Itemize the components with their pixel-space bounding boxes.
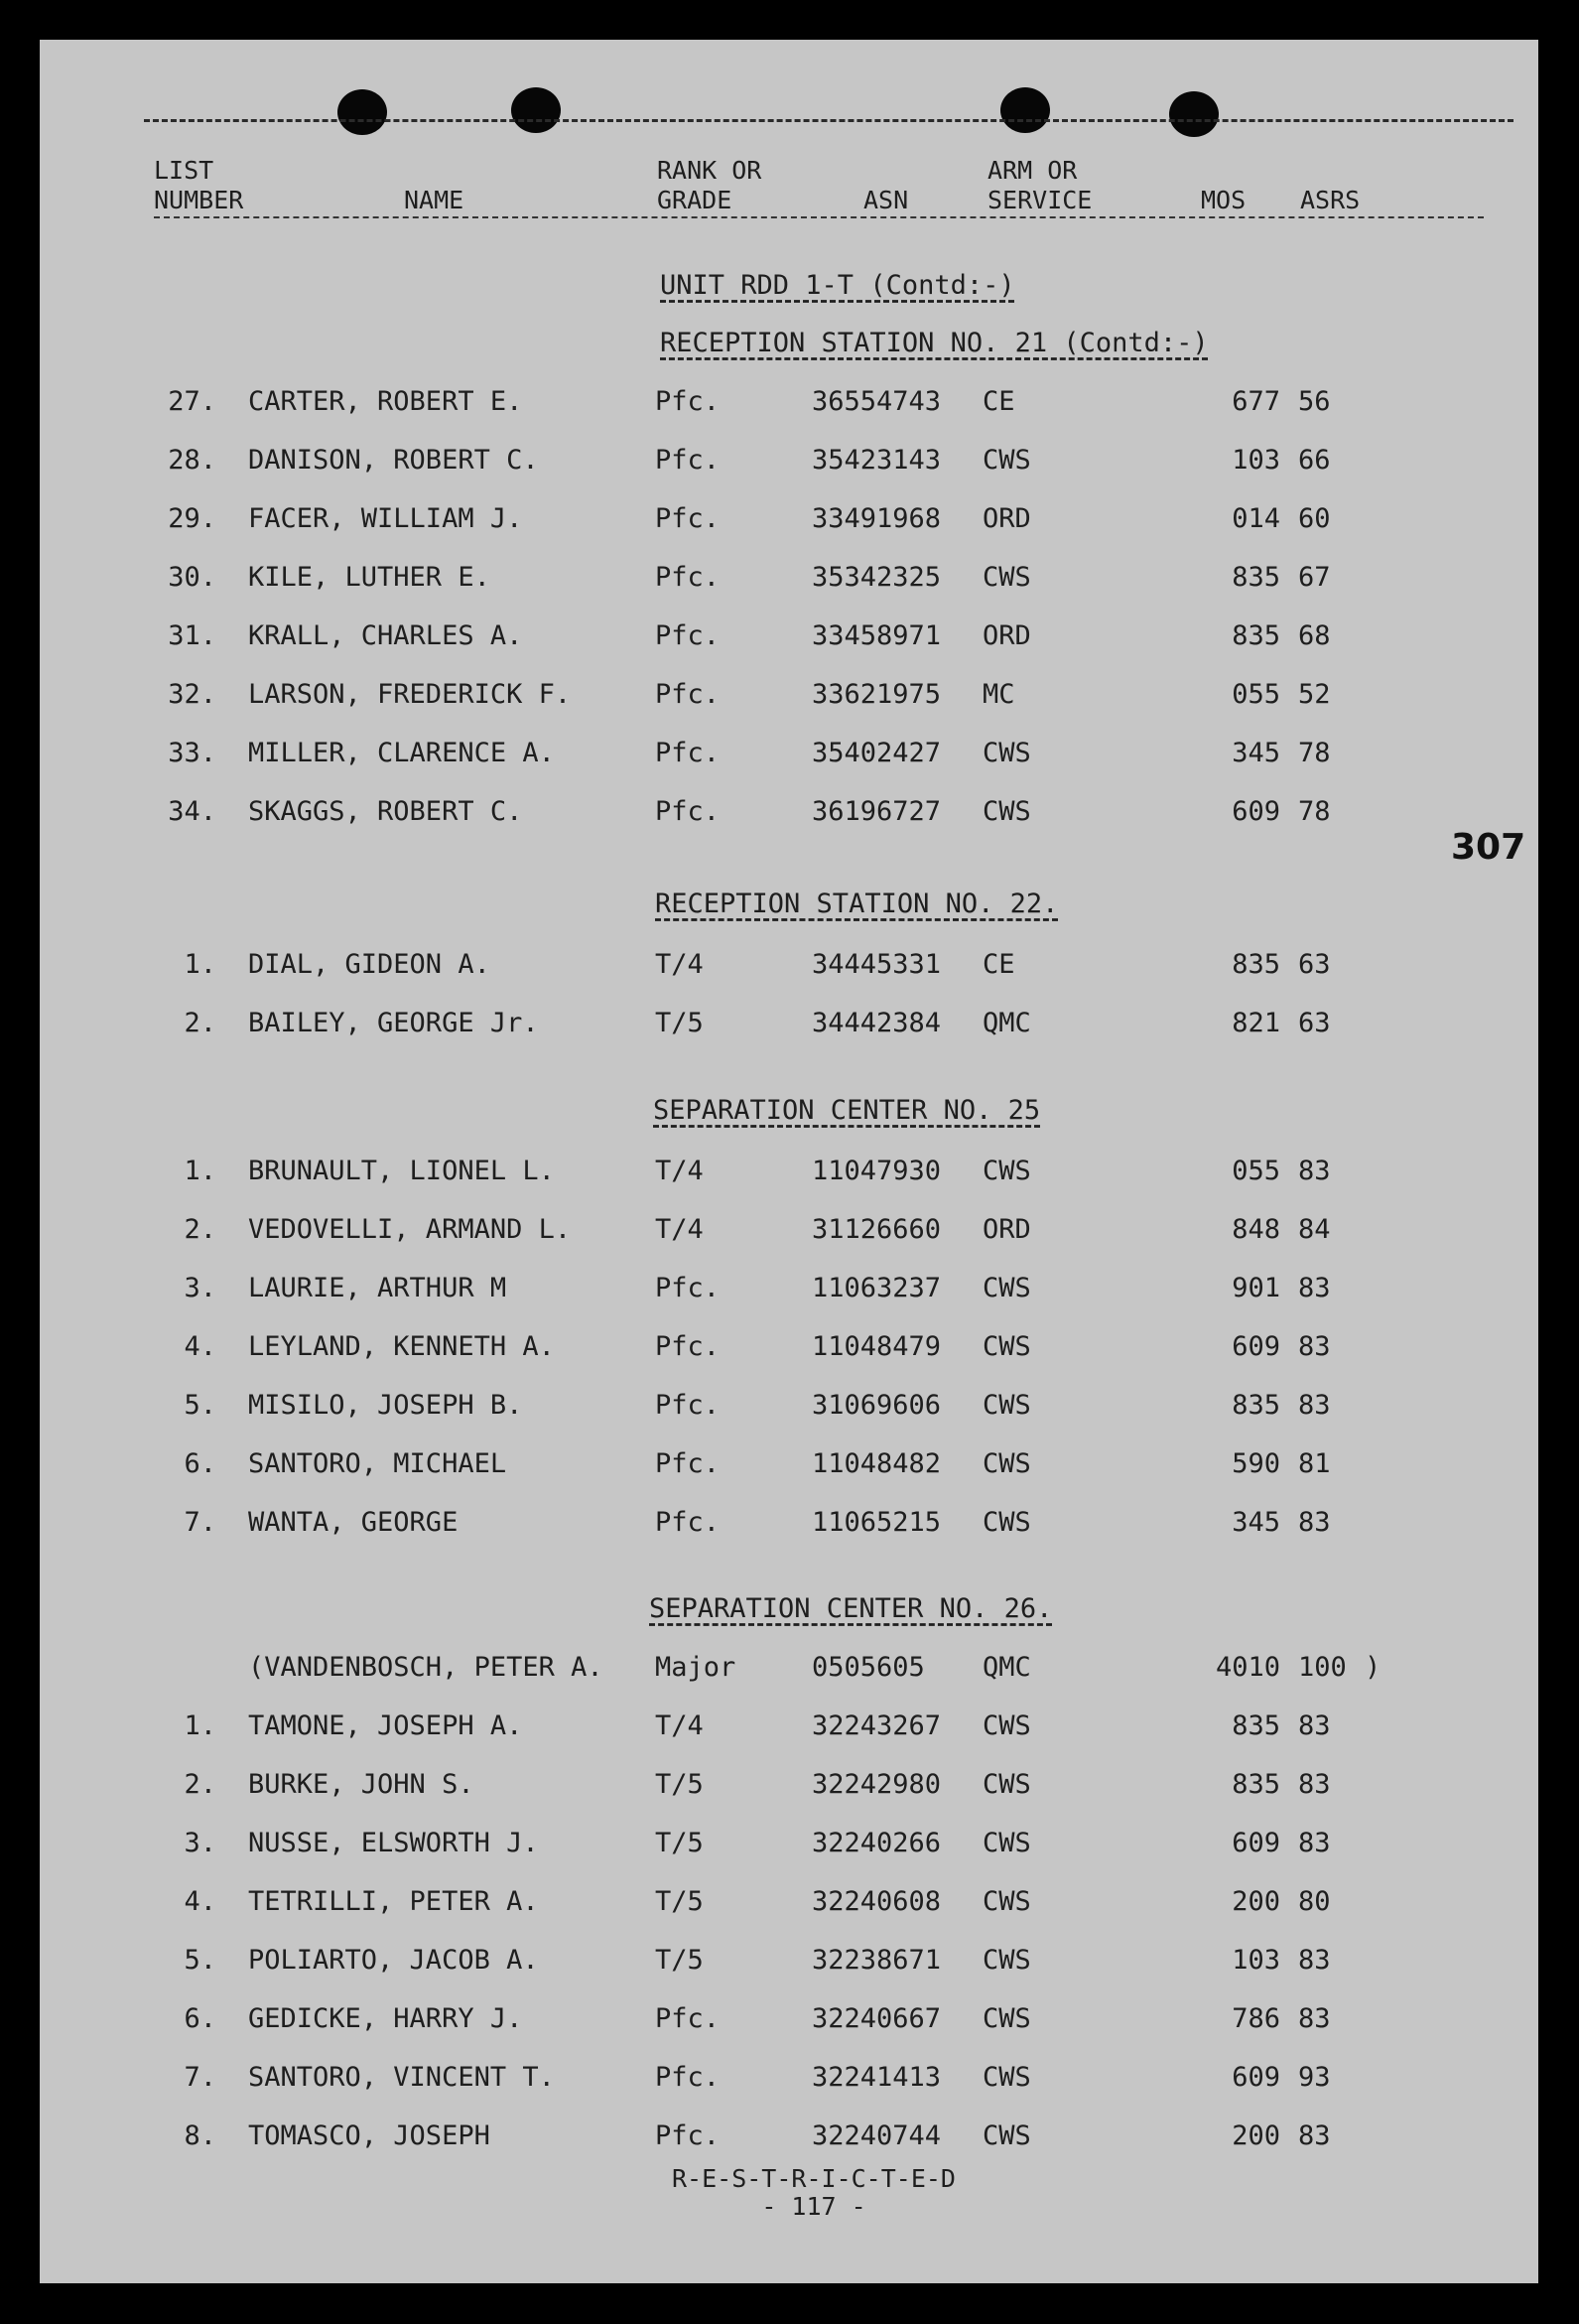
cell-num: 4. bbox=[184, 1886, 216, 1917]
punch-hole bbox=[1169, 91, 1219, 137]
cell-mos: 835 bbox=[1232, 1769, 1280, 1800]
cell-name: BRUNAULT, LIONEL L. bbox=[248, 1156, 555, 1186]
cell-num: 1. bbox=[184, 1156, 216, 1186]
unit-title: UNIT RDD 1-T (Contd:-) bbox=[660, 270, 1015, 301]
cell-arm: CWS bbox=[983, 562, 1031, 593]
page-number: - 117 - bbox=[761, 2192, 866, 2221]
cell-mos: 835 bbox=[1232, 562, 1280, 593]
cell-num: 4. bbox=[184, 1331, 216, 1362]
cell-name: (VANDENBOSCH, PETER A. bbox=[248, 1652, 603, 1683]
cell-asrs: 56 bbox=[1298, 386, 1331, 417]
header-list-number: LIST NUMBER bbox=[154, 156, 244, 214]
cell-num: 8. bbox=[184, 2120, 216, 2151]
cell-mos: 821 bbox=[1232, 1008, 1280, 1038]
header-mos: MOS bbox=[1201, 186, 1247, 214]
cell-asn: 32241413 bbox=[812, 2062, 942, 2093]
cell-asrs: 63 bbox=[1298, 1008, 1331, 1038]
table-row bbox=[40, 1004, 1538, 1043]
cell-arm: CWS bbox=[983, 796, 1031, 827]
table-row bbox=[40, 1941, 1538, 1981]
cell-arm: CE bbox=[983, 949, 1015, 980]
cell-arm: CWS bbox=[983, 445, 1031, 476]
cell-asrs: 78 bbox=[1298, 796, 1331, 827]
cell-asn: 32240608 bbox=[812, 1886, 942, 1917]
cell-asn: 32240667 bbox=[812, 2003, 942, 2034]
cell-rank: Major bbox=[655, 1652, 736, 1683]
cell-asrs: 67 bbox=[1298, 562, 1331, 593]
cell-asrs: 60 bbox=[1298, 503, 1331, 534]
cell-name: SKAGGS, ROBERT C. bbox=[248, 796, 523, 827]
header-rank-grade: RANK OR GRADE bbox=[657, 156, 762, 214]
cell-mos: 103 bbox=[1232, 1945, 1280, 1976]
cell-rank: Pfc. bbox=[655, 679, 721, 710]
cell-rank: T/5 bbox=[655, 1945, 704, 1976]
cell-name: LEYLAND, KENNETH A. bbox=[248, 1331, 555, 1362]
table-row bbox=[40, 1327, 1538, 1367]
table-row bbox=[40, 675, 1538, 715]
cell-mos: 055 bbox=[1232, 1156, 1280, 1186]
cell-asrs: 78 bbox=[1298, 738, 1331, 768]
cell-asn: 35402427 bbox=[812, 738, 942, 768]
cell-mos: 4010 bbox=[1215, 1652, 1280, 1683]
cell-asrs: 83 bbox=[1298, 2003, 1331, 2034]
cell-rank: Pfc. bbox=[655, 503, 721, 534]
table-row bbox=[40, 1386, 1538, 1426]
cell-name: TAMONE, JOSEPH A. bbox=[248, 1710, 523, 1741]
cell-asrs: 83 bbox=[1298, 1769, 1331, 1800]
cell-name: BURKE, JOHN S. bbox=[248, 1769, 474, 1800]
cell-num: 1. bbox=[184, 1710, 216, 1741]
table-row bbox=[40, 2117, 1538, 2156]
cell-mos: 835 bbox=[1232, 949, 1280, 980]
cell-num: 3. bbox=[184, 1273, 216, 1303]
cell-rank: T/5 bbox=[655, 1828, 704, 1858]
cell-arm: MC bbox=[983, 679, 1015, 710]
cell-asrs: 83 bbox=[1298, 1273, 1331, 1303]
cell-arm: CWS bbox=[983, 738, 1031, 768]
cell-arm: ORD bbox=[983, 503, 1031, 534]
table-row bbox=[40, 734, 1538, 773]
cell-arm: CWS bbox=[983, 1156, 1031, 1186]
cell-num: 31. bbox=[168, 620, 216, 651]
cell-rank: Pfc. bbox=[655, 1448, 721, 1479]
cell-arm: CWS bbox=[983, 1769, 1031, 1800]
cell-name: KRALL, CHARLES A. bbox=[248, 620, 523, 651]
cell-asn: 34442384 bbox=[812, 1008, 942, 1038]
cell-rank: T/4 bbox=[655, 1214, 704, 1245]
cell-arm: CWS bbox=[983, 1390, 1031, 1421]
cell-asrs: 83 bbox=[1298, 1156, 1331, 1186]
cell-mos: 835 bbox=[1232, 1710, 1280, 1741]
cell-name: MISILO, JOSEPH B. bbox=[248, 1390, 523, 1421]
cell-num: 7. bbox=[184, 1507, 216, 1538]
cell-arm: CWS bbox=[983, 2120, 1031, 2151]
cell-name: WANTA, GEORGE bbox=[248, 1507, 459, 1538]
cell-rank: T/4 bbox=[655, 949, 704, 980]
cell-rank: Pfc. bbox=[655, 1507, 721, 1538]
cell-num: 2. bbox=[184, 1214, 216, 1245]
table-row bbox=[40, 1999, 1538, 2039]
punch-hole bbox=[1000, 87, 1050, 133]
cell-mos: 609 bbox=[1232, 796, 1280, 827]
cell-asn: 11065215 bbox=[812, 1507, 942, 1538]
table-row bbox=[40, 1503, 1538, 1543]
cell-mos: 677 bbox=[1232, 386, 1280, 417]
cell-mos: 200 bbox=[1232, 2120, 1280, 2151]
cell-num: 33. bbox=[168, 738, 216, 768]
cell-rank: Pfc. bbox=[655, 620, 721, 651]
header-name: NAME bbox=[404, 186, 464, 214]
cell-asn: 11048482 bbox=[812, 1448, 942, 1479]
cell-num: 7. bbox=[184, 2062, 216, 2093]
cell-asn: 33458971 bbox=[812, 620, 942, 651]
cell-num: 32. bbox=[168, 679, 216, 710]
cell-asn: 32238671 bbox=[812, 1945, 942, 1976]
cell-name: POLIARTO, JACOB A. bbox=[248, 1945, 539, 1976]
table-row bbox=[40, 1765, 1538, 1805]
table-row bbox=[40, 945, 1538, 985]
cell-mos: 835 bbox=[1232, 620, 1280, 651]
cell-arm: CWS bbox=[983, 1828, 1031, 1858]
cell-asn: 35423143 bbox=[812, 445, 942, 476]
cell-num: 29. bbox=[168, 503, 216, 534]
cell-name: LAURIE, ARTHUR M bbox=[248, 1273, 507, 1303]
cell-rank: T/5 bbox=[655, 1886, 704, 1917]
cell-asrs: 100 bbox=[1298, 1652, 1347, 1683]
cell-asrs: 84 bbox=[1298, 1214, 1331, 1245]
cell-rank: T/5 bbox=[655, 1769, 704, 1800]
cell-asrs: 83 bbox=[1298, 1331, 1331, 1362]
cell-asn: 0505605 bbox=[812, 1652, 925, 1683]
cell-num: 6. bbox=[184, 1448, 216, 1479]
table-row bbox=[40, 2058, 1538, 2098]
cell-asn: 33491968 bbox=[812, 503, 942, 534]
cell-rank: T/4 bbox=[655, 1156, 704, 1186]
cell-asrs: 93 bbox=[1298, 2062, 1331, 2093]
cell-arm: CWS bbox=[983, 1448, 1031, 1479]
cell-asrs: 83 bbox=[1298, 1507, 1331, 1538]
cell-asrs: 80 bbox=[1298, 1886, 1331, 1917]
cell-name: BAILEY, GEORGE Jr. bbox=[248, 1008, 539, 1038]
cell-mos: 835 bbox=[1232, 1390, 1280, 1421]
cell-asrs: 83 bbox=[1298, 2120, 1331, 2151]
cell-rank: Pfc. bbox=[655, 2062, 721, 2093]
cell-arm: CWS bbox=[983, 2062, 1031, 2093]
cell-mos: 055 bbox=[1232, 679, 1280, 710]
cell-arm: QMC bbox=[983, 1652, 1031, 1683]
punch-hole bbox=[511, 87, 561, 133]
header-asn: ASN bbox=[863, 186, 909, 214]
table-row bbox=[40, 558, 1538, 598]
cell-arm: CWS bbox=[983, 1945, 1031, 1976]
cell-name: LARSON, FREDERICK F. bbox=[248, 679, 572, 710]
cell-arm: QMC bbox=[983, 1008, 1031, 1038]
cell-num: 5. bbox=[184, 1945, 216, 1976]
cell-asn: 36196727 bbox=[812, 796, 942, 827]
cell-asn: 32240266 bbox=[812, 1828, 942, 1858]
cell-rank: Pfc. bbox=[655, 1273, 721, 1303]
cell-asrs: 81 bbox=[1298, 1448, 1331, 1479]
cell-asrs: 83 bbox=[1298, 1390, 1331, 1421]
section-title: SEPARATION CENTER NO. 26. bbox=[649, 1593, 1053, 1624]
cell-asn: 31069606 bbox=[812, 1390, 942, 1421]
cell-arm: CWS bbox=[983, 1273, 1031, 1303]
table-row bbox=[40, 1210, 1538, 1250]
top-divider bbox=[144, 119, 1513, 122]
cell-asn: 11048479 bbox=[812, 1331, 942, 1362]
cell-mos: 103 bbox=[1232, 445, 1280, 476]
cell-rank: Pfc. bbox=[655, 562, 721, 593]
cell-num: 2. bbox=[184, 1008, 216, 1038]
cell-rank: Pfc. bbox=[655, 445, 721, 476]
cell-asn: 32243267 bbox=[812, 1710, 942, 1741]
cell-rank: Pfc. bbox=[655, 1331, 721, 1362]
cell-num: 30. bbox=[168, 562, 216, 593]
cell-name: DIAL, GIDEON A. bbox=[248, 949, 490, 980]
cell-asrs: 68 bbox=[1298, 620, 1331, 651]
side-page-number: 307 bbox=[1451, 827, 1526, 868]
cell-name: SANTORO, VINCENT T. bbox=[248, 2062, 555, 2093]
cell-asn: 36554743 bbox=[812, 386, 942, 417]
cell-rank: Pfc. bbox=[655, 1390, 721, 1421]
cell-asrs: 63 bbox=[1298, 949, 1331, 980]
header-asrs: ASRS bbox=[1300, 186, 1361, 214]
cell-asrs: 83 bbox=[1298, 1945, 1331, 1976]
table-row bbox=[40, 1444, 1538, 1484]
table-row bbox=[40, 1824, 1538, 1863]
cell-num: 2. bbox=[184, 1769, 216, 1800]
cell-asn: 33621975 bbox=[812, 679, 942, 710]
cell-mos: 609 bbox=[1232, 2062, 1280, 2093]
cell-num: 3. bbox=[184, 1828, 216, 1858]
cell-mos: 590 bbox=[1232, 1448, 1280, 1479]
header-rule bbox=[154, 216, 1484, 218]
table-row bbox=[40, 499, 1538, 539]
table-row bbox=[40, 1707, 1538, 1746]
cell-asrs: 66 bbox=[1298, 445, 1331, 476]
cell-num: 6. bbox=[184, 2003, 216, 2034]
cell-arm: CWS bbox=[983, 1507, 1031, 1538]
cell-mos: 901 bbox=[1232, 1273, 1280, 1303]
cell-asn: 11047930 bbox=[812, 1156, 942, 1186]
table-row bbox=[40, 1648, 1538, 1688]
table-row bbox=[40, 1269, 1538, 1308]
cell-arm: CWS bbox=[983, 1710, 1031, 1741]
table-row bbox=[40, 616, 1538, 656]
cell-name: NUSSE, ELSWORTH J. bbox=[248, 1828, 539, 1858]
cell-close-paren: ) bbox=[1365, 1652, 1382, 1683]
cell-num: 34. bbox=[168, 796, 216, 827]
table-row bbox=[40, 1152, 1538, 1191]
cell-name: TOMASCO, JOSEPH bbox=[248, 2120, 490, 2151]
cell-asn: 31126660 bbox=[812, 1214, 942, 1245]
table-row bbox=[40, 441, 1538, 480]
cell-rank: Pfc. bbox=[655, 738, 721, 768]
cell-name: GEDICKE, HARRY J. bbox=[248, 2003, 523, 2034]
document-page bbox=[40, 40, 1538, 2283]
cell-rank: Pfc. bbox=[655, 386, 721, 417]
section-title: RECEPTION STATION NO. 22. bbox=[655, 889, 1059, 919]
cell-arm: CWS bbox=[983, 1886, 1031, 1917]
cell-rank: Pfc. bbox=[655, 2120, 721, 2151]
cell-mos: 609 bbox=[1232, 1828, 1280, 1858]
cell-name: FACER, WILLIAM J. bbox=[248, 503, 523, 534]
cell-num: 28. bbox=[168, 445, 216, 476]
section-title: SEPARATION CENTER NO. 25 bbox=[653, 1095, 1041, 1126]
cell-arm: ORD bbox=[983, 1214, 1031, 1245]
cell-mos: 345 bbox=[1232, 1507, 1280, 1538]
cell-asrs: 52 bbox=[1298, 679, 1331, 710]
cell-name: MILLER, CLARENCE A. bbox=[248, 738, 555, 768]
section-title: RECEPTION STATION NO. 21 (Contd:-) bbox=[660, 328, 1209, 358]
cell-name: KILE, LUTHER E. bbox=[248, 562, 490, 593]
cell-name: SANTORO, MICHAEL bbox=[248, 1448, 507, 1479]
cell-rank: T/4 bbox=[655, 1710, 704, 1741]
cell-arm: CWS bbox=[983, 1331, 1031, 1362]
cell-asn: 35342325 bbox=[812, 562, 942, 593]
cell-mos: 200 bbox=[1232, 1886, 1280, 1917]
cell-arm: CE bbox=[983, 386, 1015, 417]
cell-name: VEDOVELLI, ARMAND L. bbox=[248, 1214, 572, 1245]
cell-mos: 014 bbox=[1232, 503, 1280, 534]
punch-hole bbox=[337, 89, 387, 135]
classification-footer: R-E-S-T-R-I-C-T-E-D bbox=[672, 2164, 956, 2193]
cell-asrs: 83 bbox=[1298, 1828, 1331, 1858]
cell-asrs: 83 bbox=[1298, 1710, 1331, 1741]
cell-name: TETRILLI, PETER A. bbox=[248, 1886, 539, 1917]
header-arm-service: ARM OR SERVICE bbox=[987, 156, 1093, 214]
cell-asn: 32240744 bbox=[812, 2120, 942, 2151]
cell-rank: Pfc. bbox=[655, 796, 721, 827]
cell-rank: T/5 bbox=[655, 1008, 704, 1038]
cell-name: DANISON, ROBERT C. bbox=[248, 445, 539, 476]
cell-rank: Pfc. bbox=[655, 2003, 721, 2034]
cell-asn: 11063237 bbox=[812, 1273, 942, 1303]
cell-mos: 786 bbox=[1232, 2003, 1280, 2034]
cell-num: 27. bbox=[168, 386, 216, 417]
cell-num: 5. bbox=[184, 1390, 216, 1421]
cell-asn: 34445331 bbox=[812, 949, 942, 980]
cell-mos: 345 bbox=[1232, 738, 1280, 768]
table-row bbox=[40, 1882, 1538, 1922]
cell-num: 1. bbox=[184, 949, 216, 980]
table-row bbox=[40, 792, 1538, 832]
cell-arm: ORD bbox=[983, 620, 1031, 651]
cell-mos: 609 bbox=[1232, 1331, 1280, 1362]
cell-asn: 32242980 bbox=[812, 1769, 942, 1800]
cell-mos: 848 bbox=[1232, 1214, 1280, 1245]
table-row bbox=[40, 382, 1538, 422]
cell-name: CARTER, ROBERT E. bbox=[248, 386, 523, 417]
cell-arm: CWS bbox=[983, 2003, 1031, 2034]
